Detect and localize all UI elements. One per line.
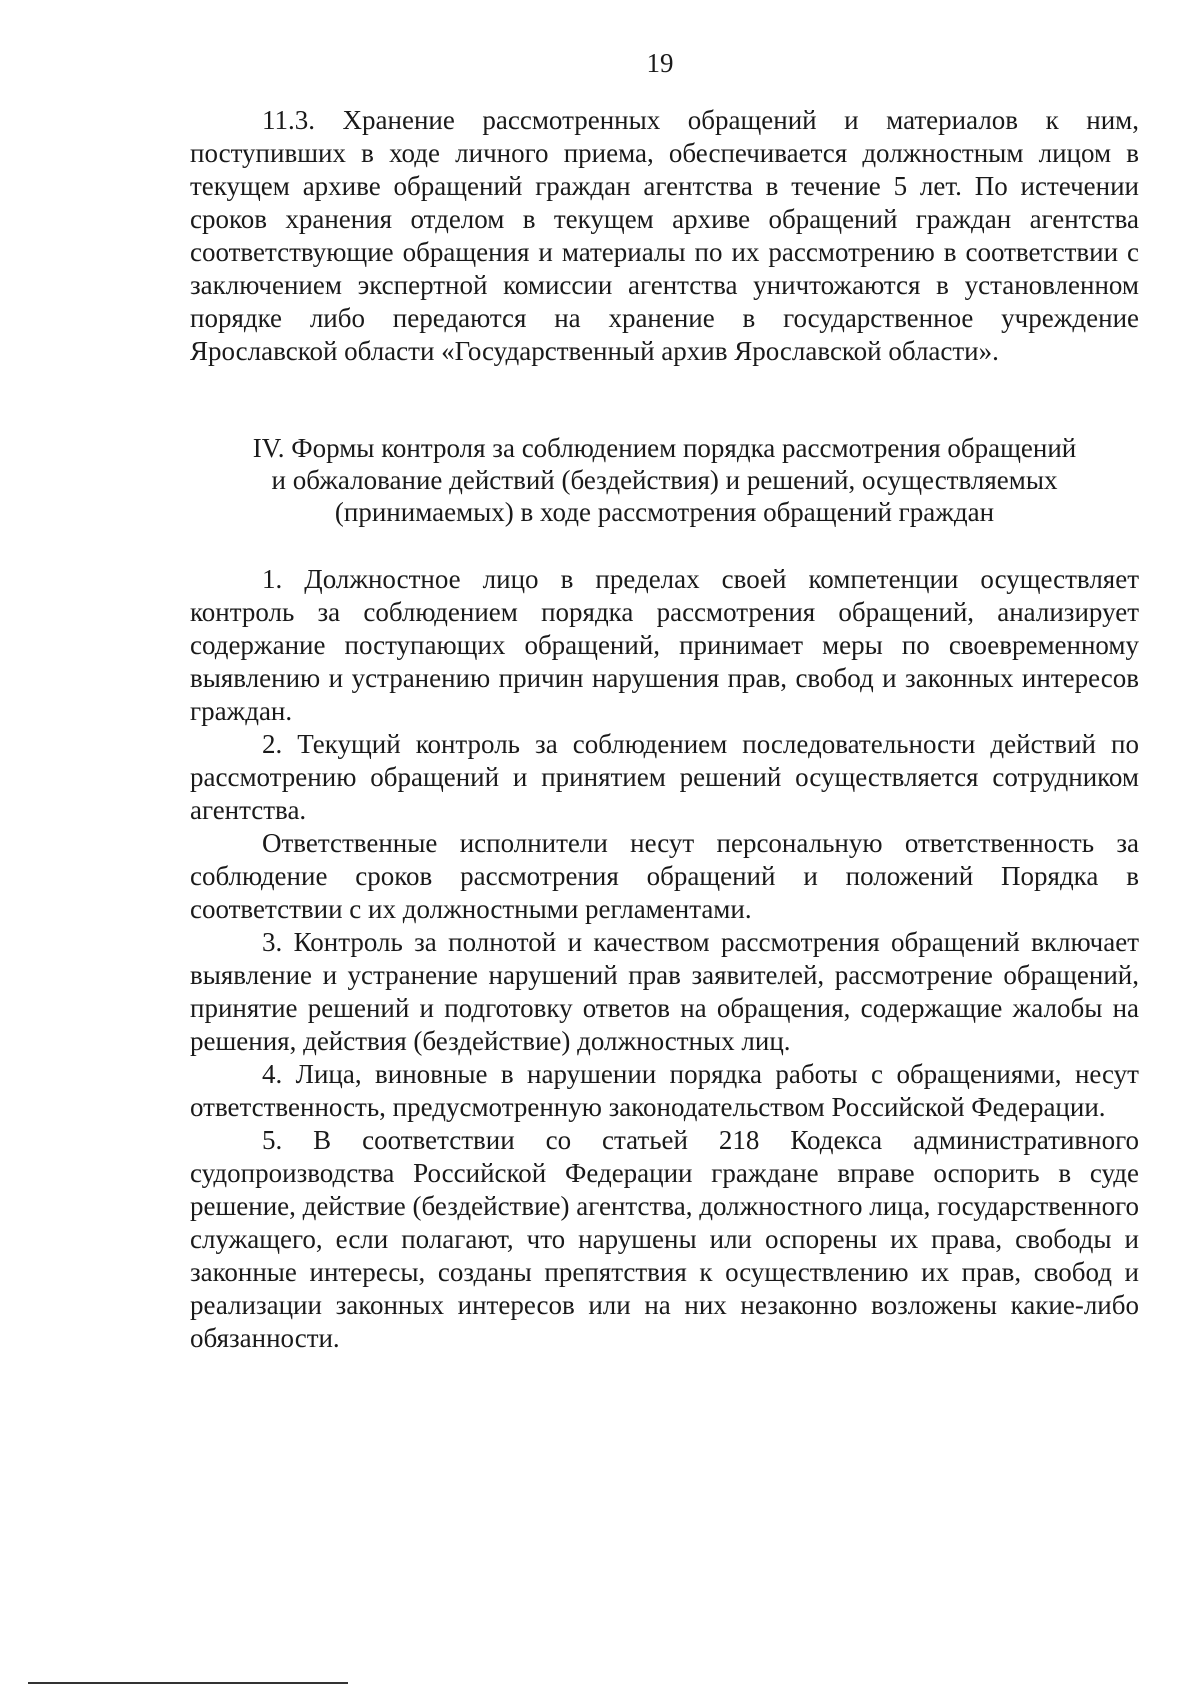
paragraph-11-3: 11.3. Хранение рассмотренных обращений и материалов к ним, поступивших в ходе личного приема, обеспечивается должностным лицом в текущем архиве обращений граждан агентства в течение 5 лет. По истечении сроков хранения отделом в текущем архиве обращений граждан агентства соответствующие обращения и материалы по их рассмотрению в соответствии с заключением экспертной комиссии агентства уничтожаются в установленном порядке либо передаются на хранение в государственное учреждение Ярославской области «Государственный архив Ярославской области». <box>190 105 1139 366</box>
section-heading <box>190 432 1139 528</box>
paragraph-3: 3. Контроль за полнотой и качеством рассмотрения обращений включает выявление и устранение нарушений прав заявителей, рассмотрение обращений, принятие решений и подготовку ответов на обращения, содержащие жалобы на решения, действия (бездействие) должностных лиц. <box>190 927 1139 1056</box>
section-11-3-block <box>190 104 1139 368</box>
paragraph-4: 4. Лица, виновные в нарушении порядка работы с обращениями, несут ответственность, предусмотренную законодательством Российской Федерации. <box>190 1059 1139 1122</box>
footer-divider <box>28 1682 348 1684</box>
heading-line-3: (принимаемых) в ходе рассмотрения обращений граждан <box>334 497 995 527</box>
section-iv-body <box>190 563 1139 1355</box>
paragraph-1: 1. Должностное лицо в пределах своей компетенции осуществляет контроль за соблюдением порядка рассмотрения обращений, анализирует содержание поступающих обращений, принимает меры по своевременному выявлению и устранению причин нарушения прав, свобод и законных интересов граждан. <box>190 564 1139 726</box>
page-number: 19 <box>646 48 674 78</box>
paragraph-2: 2. Текущий контроль за соблюдением последовательности действий по рассмотрению обращений и принятием решений осуществляется сотрудником агентства. <box>190 729 1139 825</box>
paragraph-5: 5. В соответствии со статьей 218 Кодекса административного судопроизводства Российской Федерации граждане вправе оспорить в суде решение, действие (бездействие) агентства, должностного лица, государственного служащего, если полагают, что нарушены или оспорены их права, свободы и законные интересы, созданы препятствия к осуществлению их прав, свобод и реализации законных интересов или на них незаконно возложены какие-либо обязанности. <box>190 1125 1139 1353</box>
paragraph-responsibility: Ответственные исполнители несут персональную ответственность за соблюдение сроков рассмотрения обращений и положений Порядка в соответствии с их должностными регламентами. <box>190 828 1139 924</box>
heading-line-1: IV. Формы контроля за соблюдением порядка рассмотрения обращений <box>252 433 1077 463</box>
heading-line-2: и обжалование действий (бездействия) и решений, осуществляемых <box>271 465 1058 495</box>
